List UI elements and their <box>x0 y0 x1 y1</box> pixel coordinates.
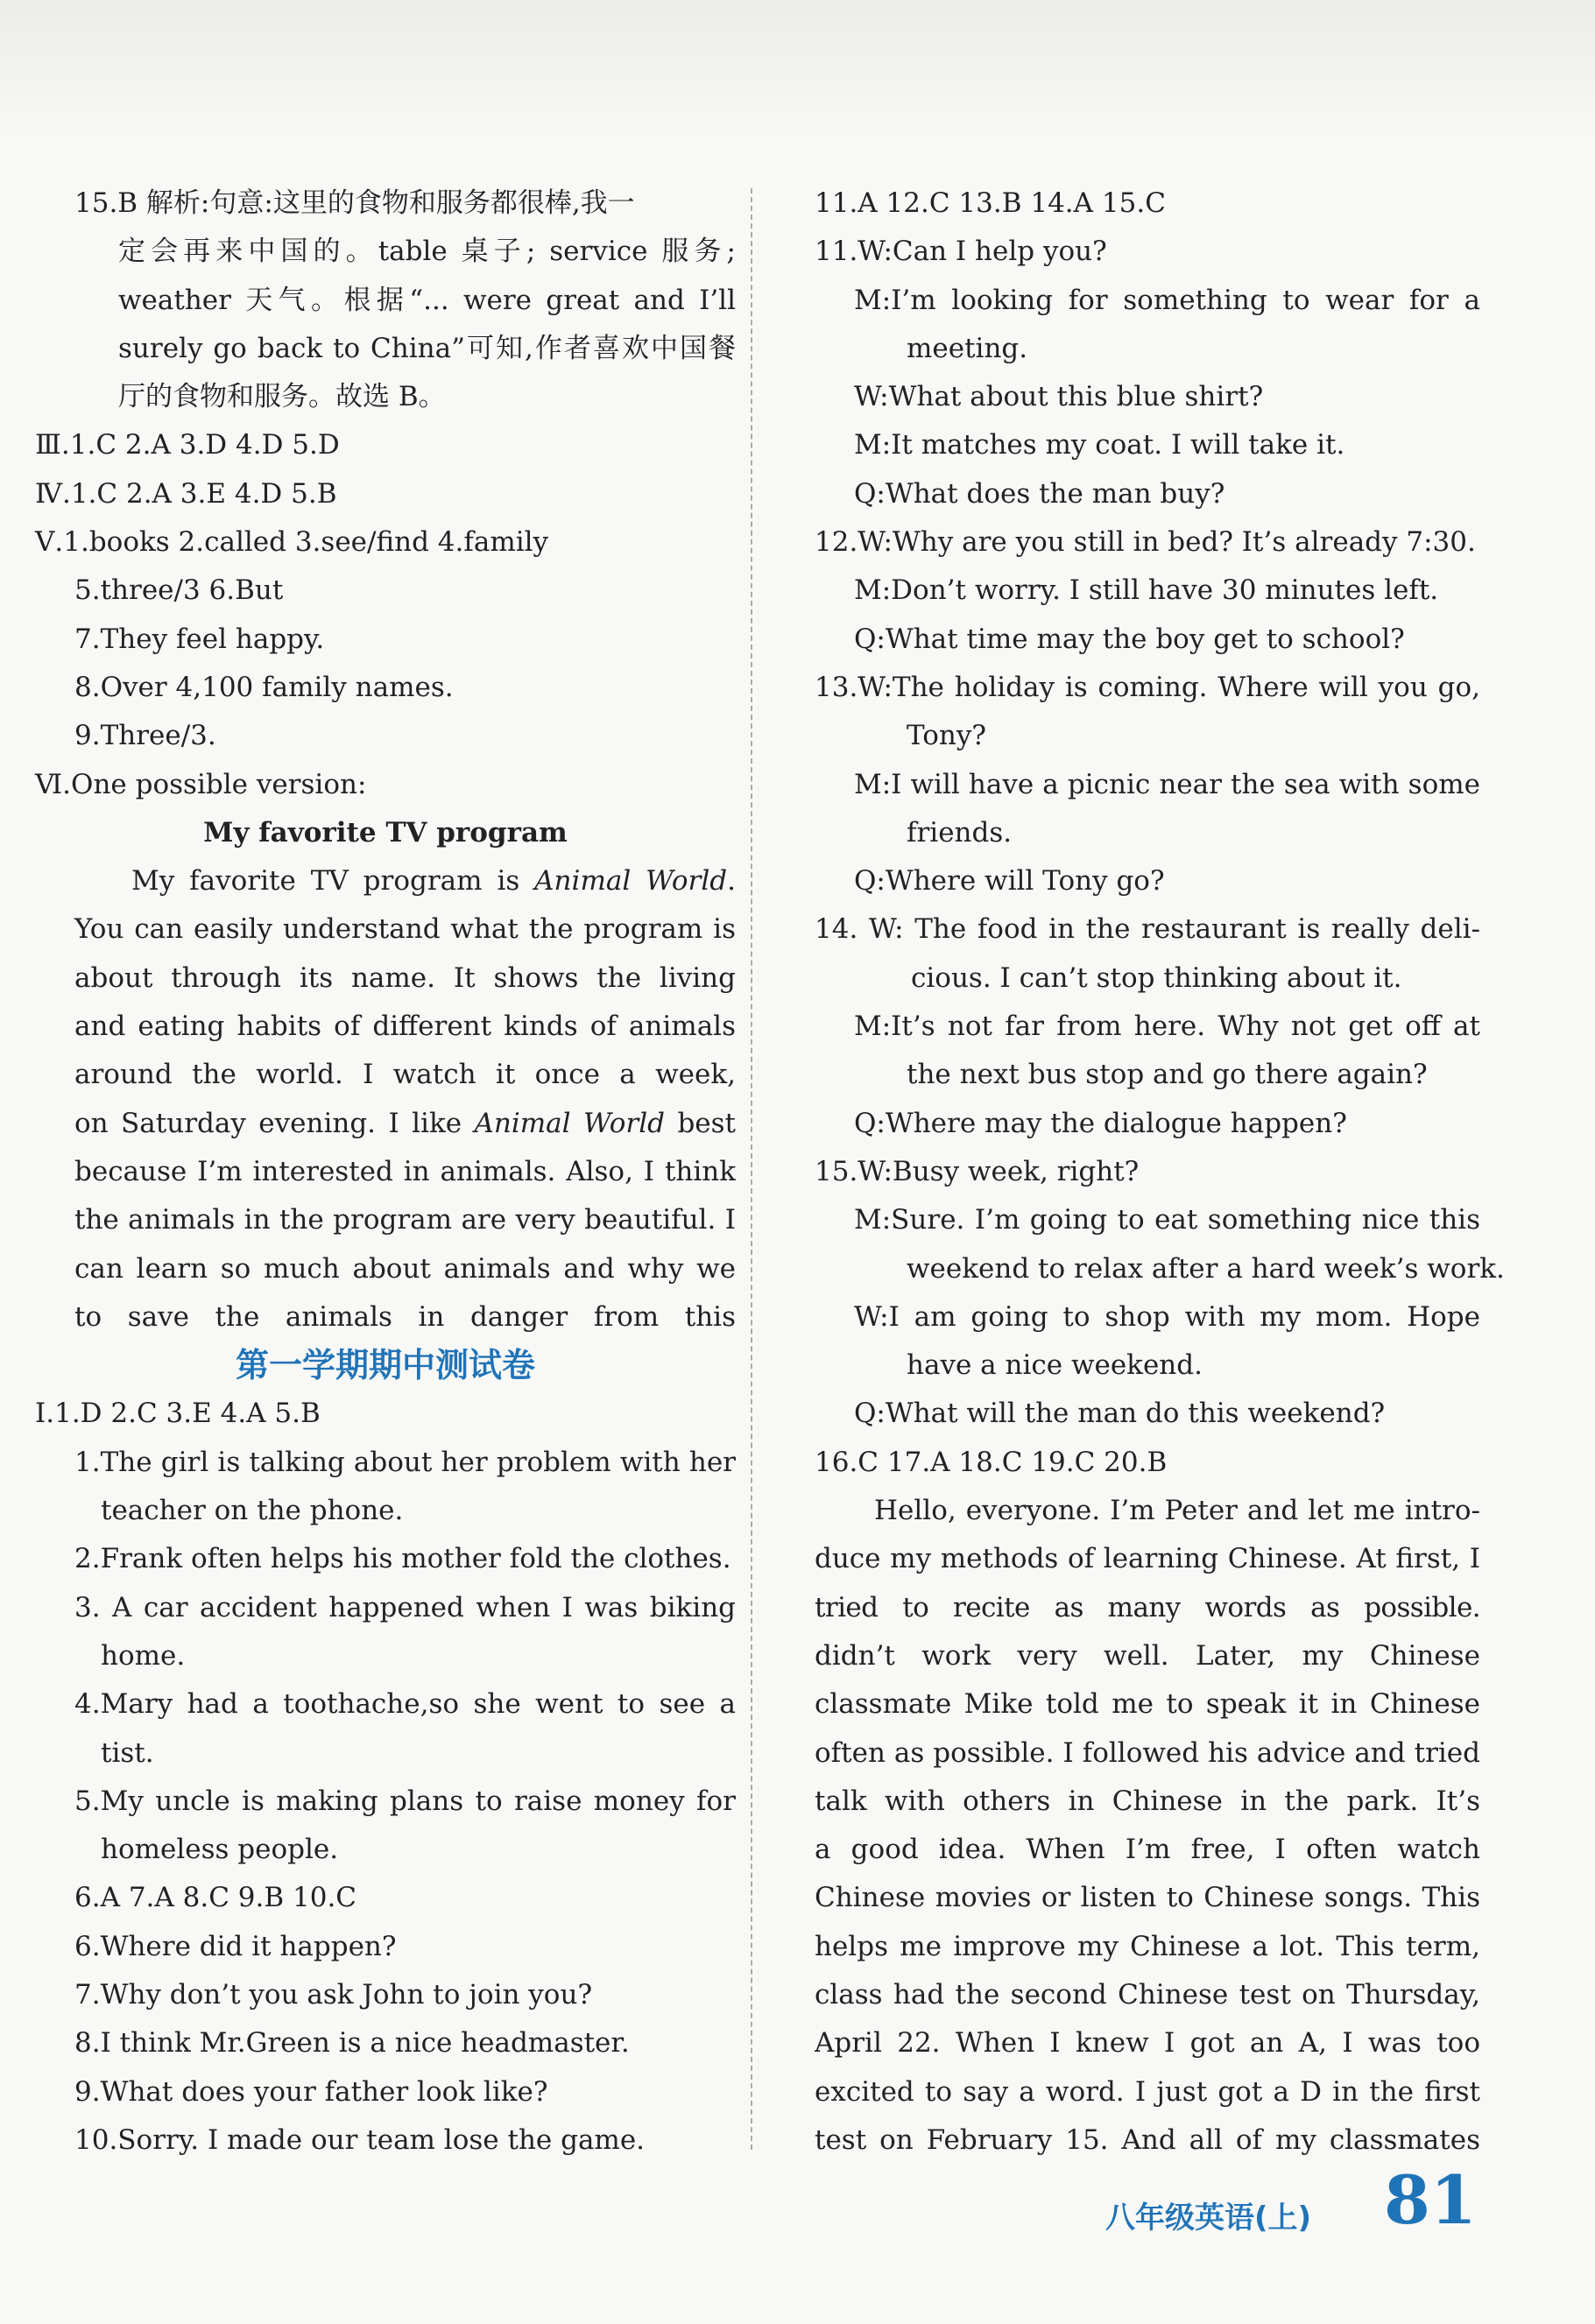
essay-line: because I’m interested in animals. Also, I think <box>74 1155 736 1187</box>
dialogue-line: 11.W:Can I help you? <box>815 236 1107 268</box>
page-number: 81 <box>1384 2161 1477 2239</box>
essay-line: You can easily understand what the program is <box>74 913 736 946</box>
script-line: 4.Mary had a toothache,so she went to see a <box>74 1688 736 1721</box>
dialogue-line: M:It matches my coat. I will take it. <box>854 429 1345 461</box>
section-5-line: 9.Three/3. <box>74 720 216 752</box>
q15-line: surely go back to China”可知,作者喜欢中国餐 <box>118 332 736 364</box>
dialogue-line: M:I’m looking for something to wear for a <box>854 284 1480 316</box>
q15-line: weather 天气。根据“... were great and I’ll <box>118 284 736 316</box>
dialogue-line: W:What about this blue shirt? <box>854 381 1264 413</box>
dialogue-line: friends. <box>907 816 1013 849</box>
essay-line: can learn so much about animals and why we <box>74 1252 736 1285</box>
q15-line: 厅的食物和服务。故选 B。 <box>118 381 446 413</box>
q15-line: 15.B 解析:句意:这里的食物和服务都很棒,我一 <box>74 187 635 219</box>
dialogue-line: M:It’s not far from here. Why not get off at <box>854 1011 1480 1043</box>
column-divider <box>751 188 752 2150</box>
passage-line: Chinese movies or listen to Chinese songs. This <box>815 1882 1480 1914</box>
dialogue-line: 13.W:The holiday is coming. Where will you go, <box>815 671 1480 703</box>
essay-line: and eating habits of different kinds of animals <box>74 1011 736 1043</box>
script-line: 2.Frank often helps his mother fold the clothes. <box>74 1543 731 1575</box>
answers-11-15: 11.A 12.C 13.B 14.A 15.C <box>815 187 1166 219</box>
dialogue-line: 14. W: The food in the restaurant is really deli- <box>815 913 1480 946</box>
passage-line: April 22. When I knew I got an A, I was too <box>815 2027 1480 2060</box>
answers-16-20: 16.C 17.A 18.C 19.C 20.B <box>815 1446 1168 1478</box>
script-line: 1.The girl is talking about her problem with her <box>74 1446 736 1478</box>
dialogue-line: Tony? <box>907 720 987 752</box>
passage-line: didn’t work very well. Later, my Chinese <box>815 1639 1480 1672</box>
right-column <box>815 180 1505 2165</box>
section-5-line: 5.three/3 6.But <box>74 574 284 607</box>
essay-line: My favorite TV program is Animal World. <box>131 865 736 898</box>
passage-line: talk with others in Chinese in the park. It’s <box>815 1785 1480 1817</box>
dialogue-line: M:Don’t worry. I still have 30 minutes left. <box>854 574 1439 607</box>
essay-line: the animals in the program are very beautiful. I <box>74 1204 736 1236</box>
q15-line: 定会再来中国的。table 桌子; service 服务; <box>118 236 736 268</box>
passage-line: classmate Mike told me to speak it in Chinese <box>815 1688 1480 1721</box>
passage-line: helps me improve my Chinese a lot. This term, <box>815 1930 1480 1962</box>
passage-line: test on February 15. And all of my classmates <box>815 2123 1480 2156</box>
passage-line: often as possible. I followed his advice and tried <box>815 1736 1480 1769</box>
dialogue-line: meeting. <box>907 332 1028 364</box>
dialogue-line: Q:Where may the dialogue happen? <box>854 1107 1347 1139</box>
left-column <box>35 180 736 2165</box>
essay-title: My favorite TV program <box>203 816 568 849</box>
script-line: 7.Why don’t you ask John to join you? <box>74 1978 593 2011</box>
script-line: tist. <box>101 1736 154 1769</box>
section-5-line: 8.Over 4,100 family names. <box>74 671 454 703</box>
essay-line: on Saturday evening. I like Animal World best <box>74 1107 736 1139</box>
answers-6-10: 6.A 7.A 8.C 9.B 10.C <box>74 1882 357 1914</box>
section-5-line: 7.They feel happy. <box>74 623 325 655</box>
script-line: teacher on the phone. <box>101 1495 404 1527</box>
exam-section-title: 第一学期期中测试卷 <box>235 1346 535 1385</box>
dialogue-line: Q:Where will Tony go? <box>854 865 1165 898</box>
passage-line: duce my methods of learning Chinese. At first, I <box>815 1543 1480 1575</box>
section-6-intro: Ⅵ.One possible version: <box>35 768 367 800</box>
dialogue-line: M:Sure. I’m going to eat something nice this <box>854 1204 1480 1236</box>
passage-line: class had the second Chinese test on Thursday, <box>815 1978 1480 2011</box>
script-line: 5.My uncle is making plans to raise money for <box>74 1785 736 1817</box>
page-top-shade <box>0 0 1595 140</box>
section-3-answers: Ⅲ.1.C 2.A 3.D 4.D 5.D <box>35 429 340 461</box>
footer-book-label: 八年级英语(上) <box>1105 2201 1312 2236</box>
section-1-answers: Ⅰ.1.D 2.C 3.E 4.A 5.B <box>35 1398 321 1430</box>
passage-line: excited to say a word. I just got a D in the first <box>815 2075 1480 2108</box>
dialogue-line: M:I will have a picnic near the sea with some <box>854 768 1480 800</box>
dialogue-line: weekend to relax after a hard week’s work. <box>907 1252 1505 1285</box>
script-line: 8.I think Mr.Green is a nice headmaster. <box>74 2027 630 2060</box>
script-line: home. <box>101 1639 186 1672</box>
dialogue-line: 12.W:Why are you still in bed? It’s already 7:30. <box>815 526 1476 559</box>
section-5-line: Ⅴ.1.books 2.called 3.see/find 4.family <box>35 526 549 559</box>
dialogue-line: Q:What time may the boy get to school? <box>854 623 1405 655</box>
passage-line: tried to recite as many words as possible. <box>815 1591 1480 1623</box>
passage-line: Hello, everyone. I’m Peter and let me intro- <box>874 1495 1480 1527</box>
dialogue-line: Q:What does the man buy? <box>854 477 1225 510</box>
essay-line: to save the animals in danger from this <box>74 1300 736 1333</box>
dialogue-line: have a nice weekend. <box>907 1349 1203 1382</box>
dialogue-line: 15.W:Busy week, right? <box>815 1155 1140 1187</box>
passage-line: a good idea. When I’m free, I often watch <box>815 1834 1480 1866</box>
script-line: homeless people. <box>101 1834 339 1866</box>
script-line: 10.Sorry. I made our team lose the game. <box>74 2123 646 2156</box>
essay-line: around the world. I watch it once a week, <box>74 1059 736 1091</box>
script-line: 9.What does your father look like? <box>74 2075 548 2108</box>
script-line: 3. A car accident happened when I was biking <box>74 1591 736 1623</box>
dialogue-line: W:I am going to shop with my mom. Hope <box>854 1300 1480 1333</box>
script-line: 6.Where did it happen? <box>74 1930 397 1962</box>
dialogue-line: cious. I can’t stop thinking about it. <box>911 961 1402 994</box>
section-4-answers: Ⅳ.1.C 2.A 3.E 4.D 5.B <box>35 477 337 510</box>
dialogue-line: Q:What will the man do this weekend? <box>854 1398 1386 1430</box>
essay-line: about through its name. It shows the living <box>74 961 736 994</box>
dialogue-line: the next bus stop and go there again? <box>907 1059 1428 1091</box>
